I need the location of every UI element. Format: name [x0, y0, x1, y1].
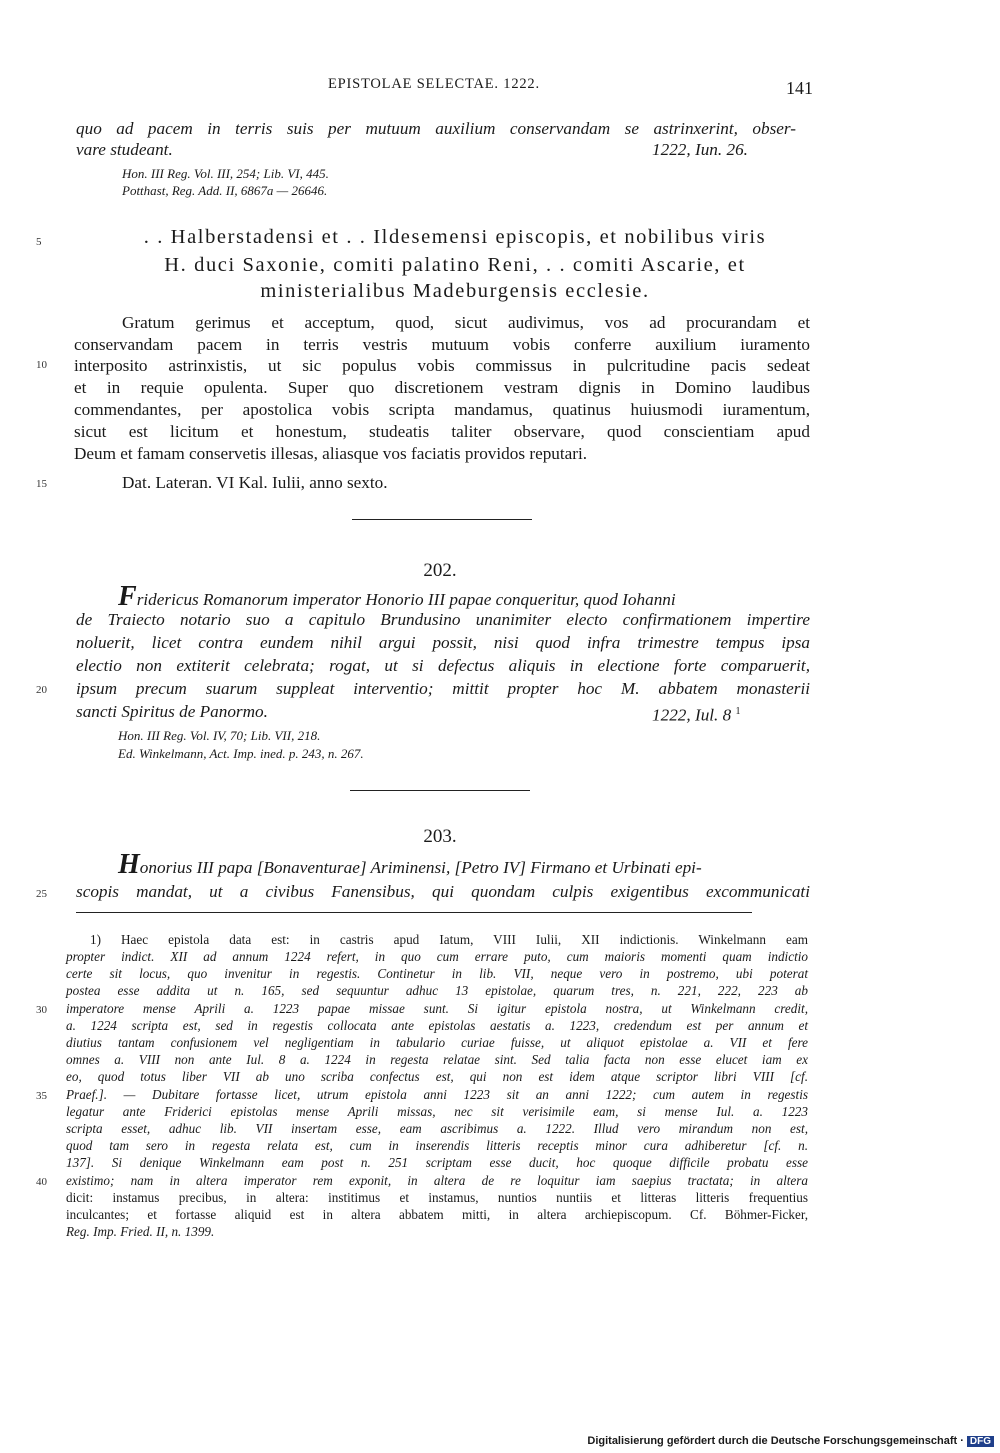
footnote-line: propter indict. XII ad annum 1224 refert, in quo cum errare puto, cum maioris momenti quam indictio — [66, 949, 808, 964]
document-number: 203. — [423, 826, 457, 847]
initial-letter: F — [118, 581, 137, 612]
dfg-logo: DFG — [967, 1436, 994, 1447]
summary-line: ipsum precum suarum suppleat interventio; mittit propter hoc M. abbatem monasterii — [76, 679, 810, 698]
summary-first-line — [118, 851, 810, 879]
register-reference: Potthast, Reg. Add. II, 6867a — 26646. — [122, 183, 328, 198]
footnote-line: inculcantes; et fortasse aliquid est in altera abbatem mitti, in altera archiepiscopum. Cf. Böhmer-Ficker, — [66, 1207, 808, 1222]
address-line: . . Halberstadensi et . . Ildesemensi episcopis, et nobilibus viris — [143, 226, 767, 248]
digitization-credit — [587, 1435, 994, 1447]
summary-line: de Traiecto notario suo a capitulo Brundusino unanimiter electo confirmationem impertire — [76, 610, 810, 629]
dating-clause: Dat. Lateran. VI Kal. Iulii, anno sexto. — [122, 473, 388, 492]
date-line — [652, 701, 741, 726]
footnote-line: a. 1224 scripta est, sed in regestis collocata ante epistolas aestatis a. 1223, credendum est per annum et — [66, 1018, 808, 1033]
footnote-line: quod tam sero in regesta relata est, cum in inserendis litteris receptis minor cura adhiberetur [cf. n. — [66, 1138, 808, 1153]
summary-text: onorius III papa [Bonaventurae] Ariminensi, [Petro IV] Firmano et Urbinati epi- — [139, 858, 702, 877]
register-reference: Ed. Winkelmann, Act. Imp. ined. p. 243, n. 267. — [118, 746, 364, 761]
section-divider — [350, 790, 530, 791]
summary-text: ridericus Romanorum imperator Honorio III papae conqueritur, quod Iohanni — [136, 590, 676, 609]
footnote-separator — [76, 912, 752, 913]
section-divider — [352, 519, 532, 520]
line-number: 25 — [36, 888, 47, 900]
footnote-line: certe sit locus, quo invenitur in regestis. Continetur in lib. VII, neque vero in postremo, ubi poterat — [66, 966, 808, 981]
register-reference: Hon. III Reg. Vol. III, 254; Lib. VI, 445. — [122, 166, 329, 181]
body-line: et in requie opulenta. Super quo discretionem vestram dignis in Domino laudibus — [74, 378, 810, 397]
footnote-line: postea esse addita ut n. 165, sed sequuntur adhuc 13 epistolae, quarum tres, n. 221, 222, 223 ab — [66, 983, 808, 998]
footnote-line: existimo; nam in altera imperator rem exponit, in altera de re loquitur iam saepius tractata; in altera — [66, 1173, 808, 1188]
body-line: Gratum gerimus et acceptum, quod, sicut audivimus, vos ad procurandam et — [122, 313, 810, 332]
summary-line: electio non extiterit celebrata; rogat, ut si defectus aliquis in electione forte comparuerit, — [76, 656, 810, 675]
footnote-line: dicit: instamus precibus, in altera: institimus et instamus, nuntios nuntiis et litteras litteris frequentius — [66, 1190, 808, 1205]
summary-line: scopis mandat, ut a civibus Fanensibus, qui quondam culpis exigentibus excommunicati — [76, 882, 810, 901]
register-reference: Hon. III Reg. Vol. IV, 70; Lib. VII, 218. — [118, 728, 321, 743]
footnote-line: diutius tantam confusionem vel negligentiam in tabulario curiae fuisse, ut aliquot epistolae a. VII et fere — [66, 1035, 808, 1050]
footnote-line: legatur ante Friderici epistolas mense Aprili missas, nec sit verisimile eam, si mense Iul. a. 1223 — [66, 1104, 808, 1119]
footnote-marker[interactable]: 1 — [735, 706, 741, 717]
running-title: EPISTOLAE SELECTAE. 1222. — [328, 76, 540, 92]
page-number: 141 — [786, 78, 813, 98]
footnote-line: imperatore mense Aprili a. 1223 papae missae sunt. Si igitur epistola nostra, ut Winkelmann credit, — [66, 1001, 808, 1016]
credit-text: Digitalisierung gefördert durch die Deutsche Forschungsgemeinschaft · — [587, 1435, 964, 1447]
document-number: 202. — [423, 560, 457, 581]
body-line: sicut est licitum et honestum, studeatis taliter observare, quod conscientiam apud — [74, 422, 810, 441]
footnote-line: omnes a. VIII non ante Iul. 8 a. 1224 in regesta relatae sint. Sed talia facta non esse elucet iam ex — [66, 1052, 808, 1067]
footnote-line: Praef.]. — Dubitare fortasse licet, utrum epistola anni 1223 sit an anni 1222; cum autem in regestis — [66, 1087, 808, 1102]
initial-letter: H — [118, 849, 140, 880]
line-number: 35 — [36, 1090, 47, 1102]
summary-line: noluerit, licet contra eundem nihil argui possit, nisi quod infra trimestre tempus ipsa — [76, 633, 810, 652]
line-number: 20 — [36, 684, 47, 696]
text-line: vare studeant. — [76, 140, 173, 159]
body-line: Deum et famam conservetis illesas, aliasque vos faciatis providos reputari. — [74, 444, 588, 463]
footnote-line: eo, quod totus liber VII ab uno scriba confectus est, qui non est idem atque scriptor libri VIII [cf. — [66, 1069, 808, 1084]
summary-line: sancti Spiritus de Panormo. — [76, 702, 268, 721]
text-line: quo ad pacem in terris suis per mutuum auxilium conservandam se astrinxerint, obser- — [76, 119, 796, 138]
footnote-line: 137]. Si denique Winkelmann eam post n. 251 scriptam esse ducit, hoc quoque difficile probatu esse — [66, 1155, 808, 1170]
line-number: 40 — [36, 1176, 47, 1188]
date-line: 1222, Iun. 26. — [652, 140, 748, 159]
body-line: commendantes, per apostolica vobis scripta mandamus, quatinus huiusmodi iuramentum, — [74, 400, 810, 419]
summary-first-line — [118, 583, 810, 611]
address-line: ministerialibus Madeburgensis ecclesie. — [260, 280, 650, 302]
date-text: 1222, Iul. 8 — [652, 705, 732, 725]
address-line: H. duci Saxonie, comiti palatino Reni, . . comiti Ascarie, et — [164, 254, 746, 276]
footnote-line: Reg. Imp. Fried. II, n. 1399. — [66, 1224, 215, 1239]
line-number: 30 — [36, 1004, 47, 1016]
body-line: conservandam pacem in terris vestris mutuum vobis conferre auxilium iuramento — [74, 335, 810, 354]
footnote-line: 1) Haec epistola data est: in castris apud Iatum, VIII Iulii, XII indictionis. Winkelmann eam — [90, 932, 808, 947]
line-number: 5 — [36, 236, 42, 248]
line-number: 10 — [36, 359, 47, 371]
body-line: interposito astrinxistis, ut sic populus vobis commissus in pulcritudine pacis sedeat — [74, 356, 810, 375]
footnote-line: scripta esset, adhuc lib. VII insertam esse, eam ascribimus a. 1222. Illud vero mirandum non est, — [66, 1121, 808, 1136]
line-number: 15 — [36, 478, 47, 490]
